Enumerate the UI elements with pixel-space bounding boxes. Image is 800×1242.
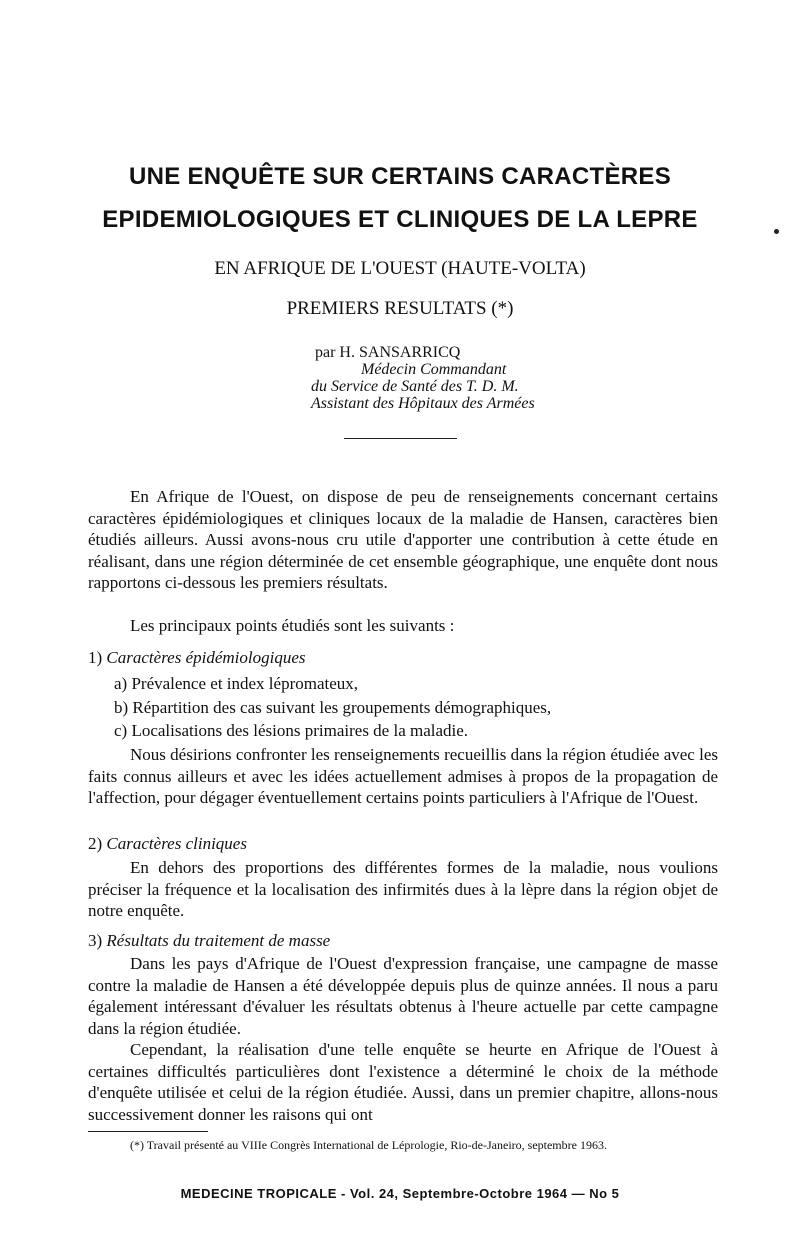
journal-footer: MEDECINE TROPICALE - Vol. 24, Septembre-Octobre 1964 — No 5 <box>180 1186 620 1201</box>
author-byline: par H. SANSARRICQ <box>315 344 461 361</box>
author-rank: Médecin Commandant <box>361 361 507 378</box>
paragraph-intro: En Afrique de l'Ouest, on dispose de peu de renseignements concernant certains caractères épidémiologiques et cliniques locaux de la maladie de Hansen, caractères bien étudiés ailleurs. Aussi avons-nous cru utile d'apporter une contribution à cette étude en réalisant, dans une région déterminée de cet ensemble géographique, une enquête dont nous rapportons ci-dessous les premiers résultats. <box>88 487 718 592</box>
footnote-rule <box>88 1131 208 1132</box>
author-position: Assistant des Hôpitaux des Armées <box>311 395 535 412</box>
list-item-a: a) Prévalence et index lépromateux, <box>114 674 359 693</box>
section-1-heading: 1) Caractères épidémiologiques <box>88 648 306 667</box>
separator-rule <box>344 438 457 439</box>
paragraph-difficulties: Cependant, la réalisation d'une telle enquête se heurte en Afrique de l'Ouest à certaines difficultés particulières dont l'existence a déterminé le choix de la méthode d'enquête utilisée et celui de la région étudiée. Aussi, dans un premier chapitre, allons-nous successivement donner les raisons qui ont <box>88 1040 718 1124</box>
title-line-1: UNE ENQUÊTE SUR CERTAINS CARACTÈRES <box>128 163 672 190</box>
paragraph-confront: Nous désirions confronter les renseignements recueillis dans la région étudiée avec les faits connus ailleurs et avec les idées actuellement admises à propos de la propagation de l'affection, pour dégager éventuellement certains points particuliers à l'Afrique de l'Ouest. <box>88 745 718 807</box>
paragraph-clinical: En dehors des proportions des différentes formes de la maladie, nous voulions préciser la fréquence et la localisation des infirmités dues à la lèpre dans la région objet de notre enquête. <box>88 858 718 920</box>
section-2-heading: 2) Caractères cliniques <box>88 834 247 853</box>
author-block <box>311 344 535 412</box>
list-item-b: b) Répartition des cas suivant les groupements démographiques, <box>114 698 552 717</box>
footnote: (*) Travail présenté au VIIIe Congrès International de Léprologie, Rio-de-Janeiro, septembre 1963. <box>130 1138 607 1152</box>
subtitle-region: EN AFRIQUE DE L'OUEST (HAUTE-VOLTA) <box>214 258 586 279</box>
section-3-heading: 3) Résultats du traitement de masse <box>88 931 331 950</box>
paragraph-mass-treatment: Dans les pays d'Afrique de l'Ouest d'expression française, une campagne de masse contre la maladie de Hansen a été développée depuis plus de quinze années. Il nous a paru également intéressant d'évaluer les résultats obtenus à l'heure actuelle par cette campagne dans la région étudiée. <box>88 954 718 1038</box>
paragraph-points: Les principaux points étudiés sont les suivants : <box>130 616 455 635</box>
title-line-2: EPIDEMIOLOGIQUES ET CLINIQUES DE LA LEPRE <box>102 206 698 233</box>
margin-dot <box>774 229 779 234</box>
author-service: du Service de Santé des T. D. M. <box>311 378 519 395</box>
list-item-c: c) Localisations des lésions primaires de la maladie. <box>114 721 469 740</box>
subtitle-results: PREMIERS RESULTATS (*) <box>286 298 514 319</box>
